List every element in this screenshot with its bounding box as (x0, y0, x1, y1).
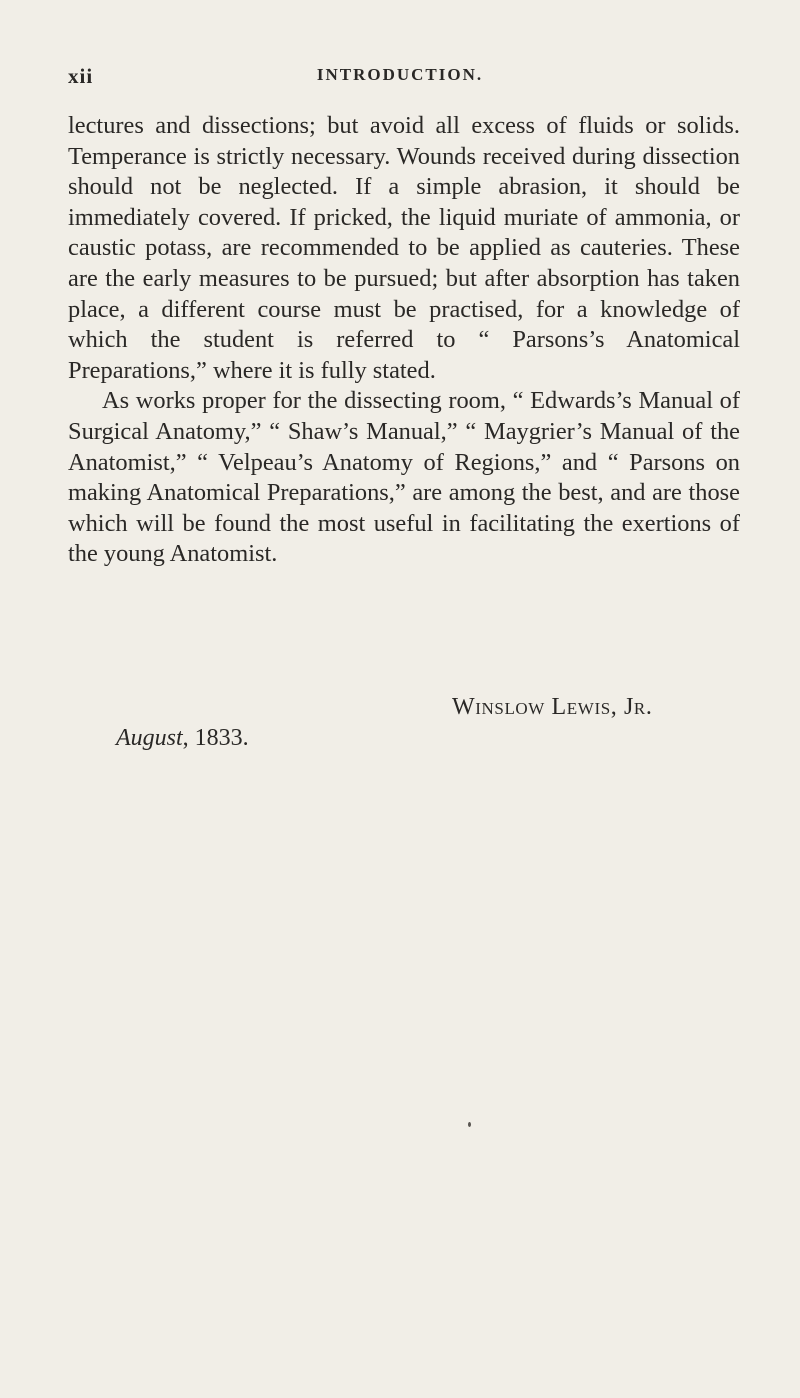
running-head: INTRODUCTION. (316, 65, 484, 84)
dateline-month: August (116, 725, 183, 751)
page-header (68, 64, 732, 92)
dateline-year: 1833. (194, 725, 249, 751)
paragraph-2: As works proper for the dissecting room, “ Edwards’s Manual of Surgical Anatomy,” “ Shaw’s Manual,” “ Maygrier’s Manual of the Anatomist,” “ Velpeau’s Anatomy of Regions,” and “ Parsons on making Anatomical Preparations,” are among the best, and are those which will be found the most useful in facilitating the exertions of the young Anatomist. (68, 387, 740, 568)
page-number: xii (68, 64, 94, 88)
dateline-separator: , (182, 725, 195, 751)
paper-speck (468, 1122, 471, 1127)
body-text (68, 111, 740, 570)
author-signature: Winslow Lewis, Jr. (452, 694, 653, 720)
dateline (116, 725, 249, 752)
paragraph-1: lectures and dissections; but avoid all excess of fluids or solids. Temperance is strictly necessary. Wounds received during dissection should not be neglected. If a simple abrasion, it should be immediately covered. If pricked, the liquid muriate of ammonia, or caustic potass, are recommended to be applied as cauteries. These are the early measures to be pursued; but after absorption has taken place, a different course must be practised, for a knowledge of which the student is referred to “ Parsons’s Anatomical Preparations,” where it is fully stated. (68, 112, 740, 384)
